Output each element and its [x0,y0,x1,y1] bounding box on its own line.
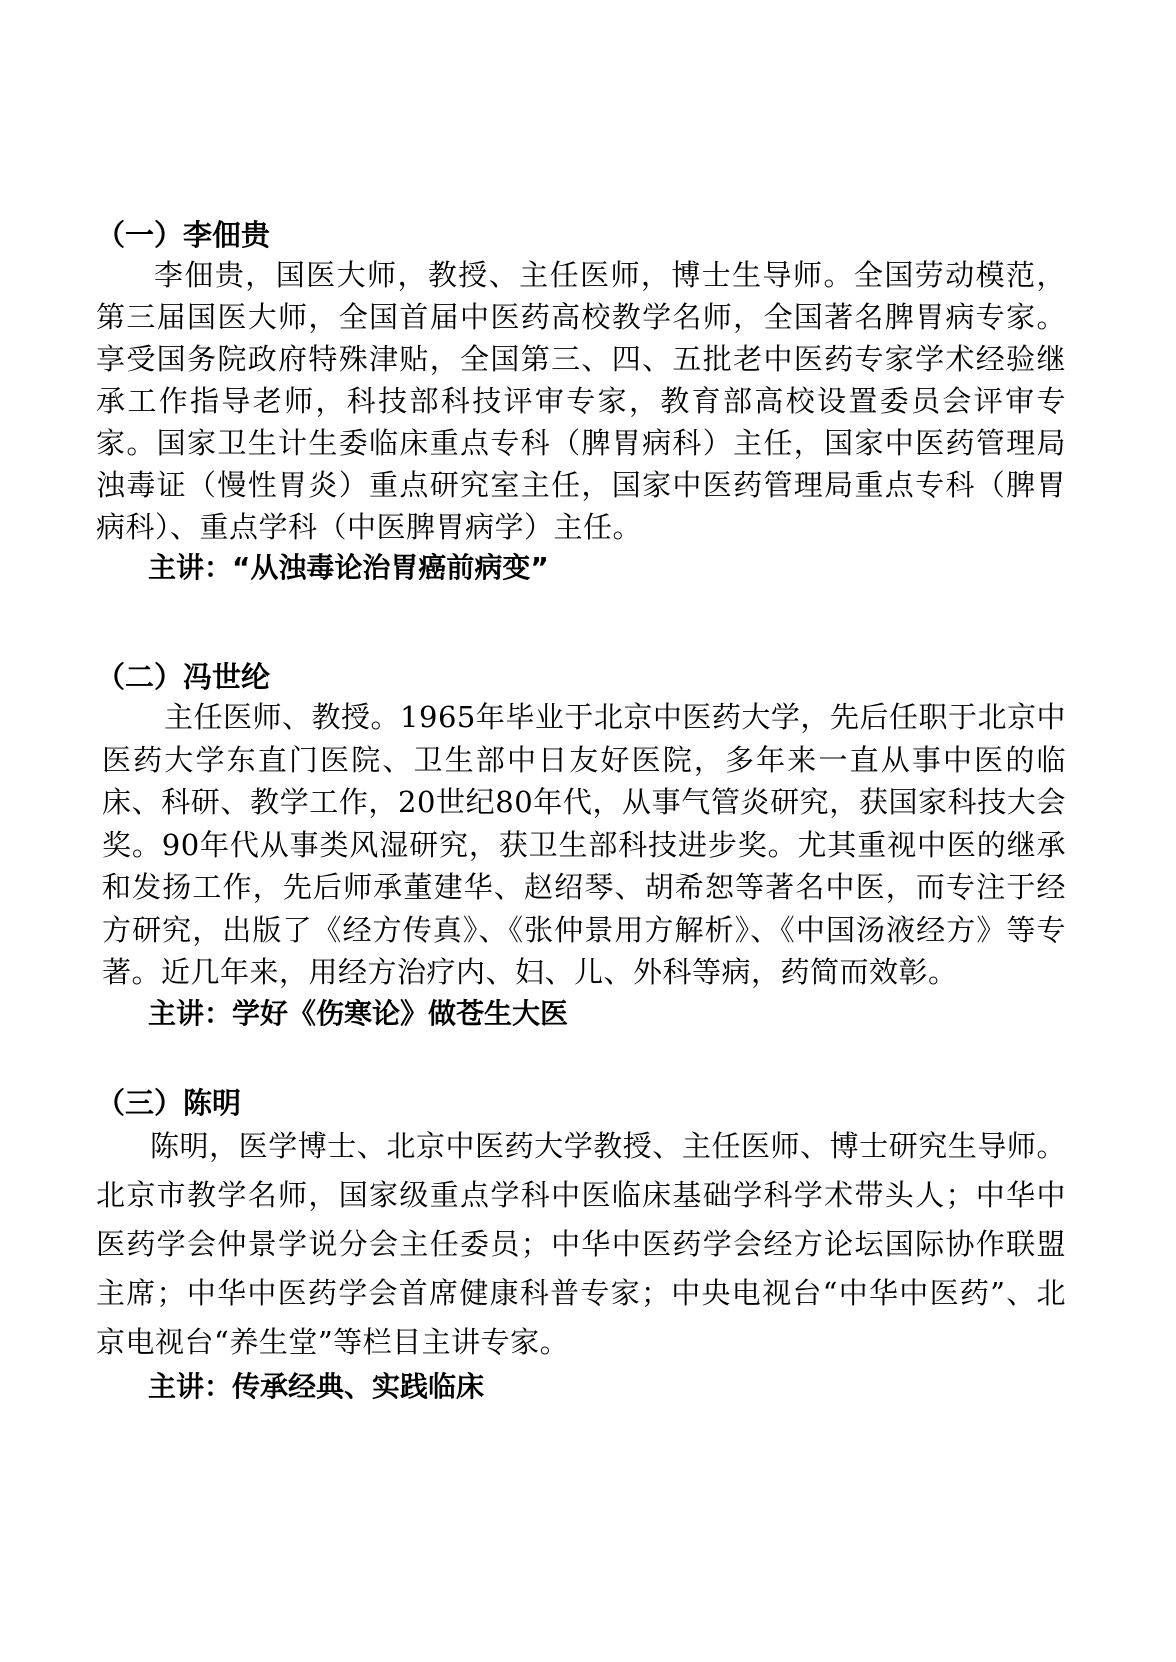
speaker-heading: （一）李佃贵 [96,218,271,252]
speaker-section-3 [96,1084,1066,1407]
speaker-heading: （二）冯世纶 [96,660,271,694]
lecture-title: 主讲：“从浊毒论治胃癌前病变” [148,551,549,584]
lecture-title: 主讲：学好《伤寒论》做苍生大医 [148,996,569,1030]
speaker-bio: 陈明，医学博士、北京中医药大学教授、主任医师、博士研究生导师。北京市教学名师，国家级重点学科中医临床基础学科学术带头人；中华中医药学会仲景学说分会主任委员；中华中医药学会经方论坛国际协作联盟主席；中华中医药学会首席健康科普专家；中央电视台“中华中医药”、北京电视台“养生堂”等栏目主讲专家。 [96,1129,1066,1359]
speaker-bio: 主任医师、教授。1965年毕业于北京中医药大学，先后任职于北京中医药大学东直门医院、卫生部中日友好医院，多年来一直从事中医的临床、科研、教学工作，20世纪80年代，从事气管炎研究，获国家科技大会奖。90年代从事类风湿研究，获卫生部科技进步奖。尤其重视中医的继承和发扬工作，先后师承董建华、赵绍琴、胡希恕等著名中医，而专注于经方研究，出版了《经方传真》、《张仲景用方解析》、《中国汤液经方》等专著。近几年来，用经方治疗内、妇、儿、外科等病，药简而效彰。 [102,700,1066,989]
speaker-heading: （三）陈明 [96,1086,242,1120]
speaker-section-1 [96,216,1066,588]
lecture-title: 主讲：传承经典、实践临床 [148,1370,485,1403]
speaker-bio: 李佃贵，国医大师，教授、主任医师，博士生导师。全国劳动模范，第三届国医大师，全国首届中医药高校教学名师，全国著名脾胃病专家。享受国务院政府特殊津贴，全国第三、四、五批老中医药专家学术经验继承工作指导老师，科技部科技评审专家，教育部高校设置委员会评审专家。国家卫生计生委临床重点专科（脾胃病科）主任，国家中医药管理局浊毒证（慢性胃炎）重点研究室主任，国家中医药管理局重点专科（脾胃病科）、重点学科（中医脾胃病学）主任。 [96,258,1066,544]
speaker-section-2 [96,658,1066,1034]
